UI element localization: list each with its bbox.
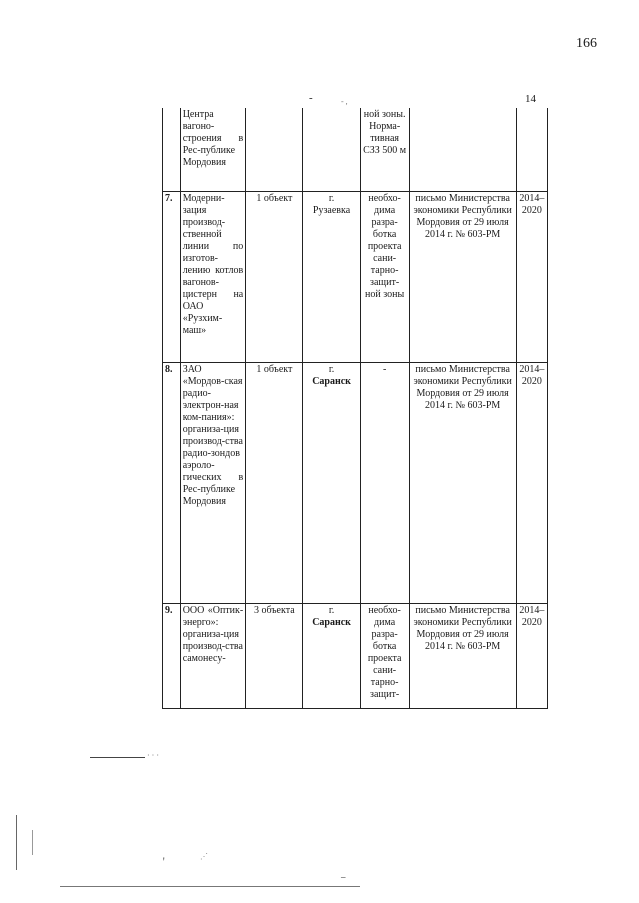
- scan-edge-mark: [16, 815, 17, 870]
- cell-name: ООО «Оптик-энерго»: организа-ция производ-ства самонесу-: [180, 604, 246, 709]
- cell-location: [303, 363, 360, 604]
- cell-num: 8.: [163, 363, 181, 604]
- cell-qty: [246, 108, 303, 192]
- scan-mark: ꞌ: [163, 856, 165, 866]
- cell-location: [303, 604, 360, 709]
- cell-num: [163, 108, 181, 192]
- cell-term: 2014–2020: [516, 192, 547, 363]
- cell-document: письмо Министерства экономики Республики Мордовия от 29 июля 2014 г. № 603-РМ: [409, 363, 516, 604]
- footnote-dots: · · ·: [147, 751, 159, 760]
- cell-num: 7.: [163, 192, 181, 363]
- bottom-divider: [60, 886, 360, 887]
- footnote-divider: [90, 757, 145, 758]
- scan-edge-mark: [32, 830, 33, 855]
- scan-mark: ⋰: [200, 852, 208, 861]
- table-row: [163, 192, 548, 363]
- cell-note: необхо-дима разра-ботка проекта сани-тарно-защит-: [360, 604, 409, 709]
- top-mark-faint: - ,: [341, 97, 348, 106]
- table-row-continuation: [163, 108, 548, 192]
- location-prefix: г.: [328, 605, 335, 616]
- location-city: Рузаевка: [312, 205, 351, 216]
- location-city: Саранск: [312, 617, 351, 628]
- cell-document: письмо Министерства экономики Республики Мордовия от 29 июля 2014 г. № 603-РМ: [409, 604, 516, 709]
- table-row: [163, 363, 548, 604]
- cell-term: 2014–2020: [516, 363, 547, 604]
- top-mark: -: [309, 92, 313, 104]
- cell-location: [303, 192, 360, 363]
- scan-mark: ‒: [341, 872, 346, 882]
- cell-document: [409, 108, 516, 192]
- cell-qty: 3 объекта: [246, 604, 303, 709]
- page-number: 166: [576, 36, 597, 51]
- objects-table: [162, 108, 548, 709]
- cell-note: необхо-дима разра-ботка проекта сани-тарно-защит-ной зоны: [360, 192, 409, 363]
- cell-term: 2014–2020: [516, 604, 547, 709]
- cell-note: ной зоны. Норма-тивная СЗЗ 500 м: [360, 108, 409, 192]
- cell-name: Центра вагоно-строения в Рес-публике Мордовия: [180, 108, 246, 192]
- cell-num: 9.: [163, 604, 181, 709]
- location-prefix: г.: [328, 193, 335, 204]
- cell-name: ЗАО «Мордов-ская радио-электрон-ная ком-пания»: организа-ция производ-ства радио-зондов аэроло-гических в Рес-публике Мордовия: [180, 363, 246, 604]
- location-prefix: г.: [328, 364, 335, 375]
- cell-note: -: [360, 363, 409, 604]
- table-row: [163, 604, 548, 709]
- cell-qty: 1 объект: [246, 192, 303, 363]
- cell-name: Модерни-зация производ-ственной линии по изготов-лению котлов вагонов-цистерн на ОАО «Рузхим-маш»: [180, 192, 246, 363]
- location-city: Саранск: [312, 376, 351, 387]
- cell-qty: 1 объект: [246, 363, 303, 604]
- cell-term: [516, 108, 547, 192]
- cell-location: [303, 108, 360, 192]
- cell-document: письмо Министерства экономики Республики Мордовия от 29 июля 2014 г. № 603-РМ: [409, 192, 516, 363]
- sheet-number: 14: [525, 93, 536, 105]
